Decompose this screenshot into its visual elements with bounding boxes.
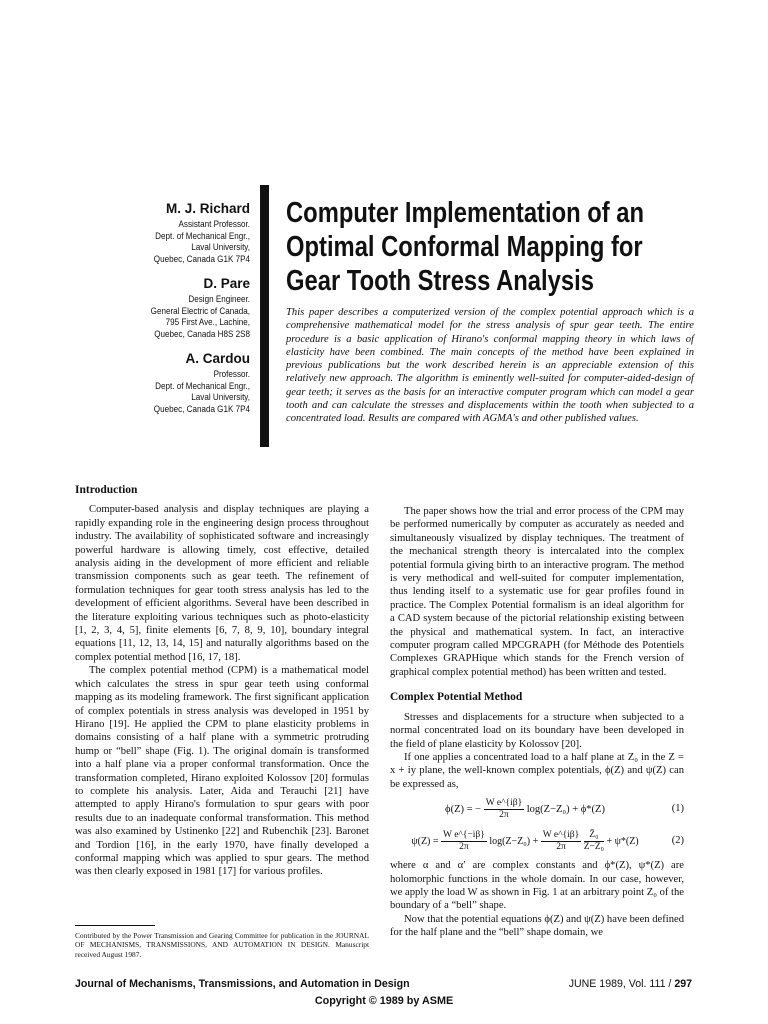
fraction bbox=[484, 798, 524, 821]
equation-number: (1) bbox=[671, 803, 684, 815]
author-affiliation: Quebec, Canada G1K 7P4 bbox=[153, 403, 250, 414]
section-heading-introduction: Introduction bbox=[75, 484, 138, 496]
author-1 bbox=[110, 200, 250, 265]
paragraph: The complex potential method (CPM) is a mathematical model which calculates the stress in spur gear teeth using conformal mapping as its modeling framework. The first significant application of complex potentials in stress analysis was developed in 1951 by Hirano [19]. He applied the CPM to plane elasticity problems in domains consisting of a half plane with a symmetric protruding hump or “bell” shape (Fig. 1). The original domain is transformed into a half plane via a proper conformal transformation. Once the transformation completed, Hirano exploited Kolossov [20] formulas to complete his analysis. Later, Aida and Terauchi [21] have attempted to apply Hirano's formulation to spur gears with poor results due to an inadequate conformal transformation. This method was also examined by Ustinenko [22] and Rubenchik [23]. Baronet and Tordion [16], in the early 1970, have finally developed a conformal mapping which was applied to spur gears. The method was then clearly exposed in 1981 [17] for various profiles. bbox=[75, 665, 369, 878]
fraction bbox=[584, 830, 604, 853]
equation-term: ψ(Z) = bbox=[411, 835, 439, 847]
author-affiliation: Laval University, bbox=[191, 242, 250, 252]
author-name: M. J. Richard bbox=[165, 201, 250, 216]
author-affiliation: Quebec, Canada G1K 7P4 bbox=[153, 253, 250, 264]
page-number: 297 bbox=[674, 978, 692, 990]
paragraph: Now that the potential equations ϕ(Z) and ψ(Z) have been defined for the half plane and the “bell” shape domain, we bbox=[390, 913, 684, 939]
title-line: Computer Implementation of an bbox=[286, 197, 645, 229]
title-line: Gear Tooth Stress Analysis bbox=[286, 265, 594, 297]
paragraph: If one applies a concentrated load to a half plane at Z₀ in the Z = x + iy plane, the well-known complex potentials, ϕ(Z) and ψ(Z) can be expressed as, bbox=[390, 751, 684, 790]
equation-term: log(Z−Z₀) + ϕ*(Z) bbox=[526, 803, 605, 815]
author-affiliation: 795 First Ave., Lachine, bbox=[165, 317, 250, 327]
author-affiliation: Dept. of Mechanical Engr., bbox=[155, 230, 250, 241]
fraction bbox=[441, 830, 487, 853]
author-block bbox=[110, 200, 250, 425]
numerator: W e^{iβ} bbox=[485, 797, 523, 808]
equation-2 bbox=[390, 827, 684, 855]
equation-term: log(Z−Z₀) + bbox=[489, 835, 539, 847]
equation-number: (2) bbox=[671, 835, 684, 847]
equation-term: ϕ(Z) = − bbox=[445, 803, 482, 815]
copyright: Copyright © 1989 by ASME bbox=[314, 995, 454, 1007]
paragraph: Stresses and displacements for a structure when subjected to a normal concentrated load on its boundary have been developed in the field of plane elasticity by Kolossov [20]. bbox=[390, 711, 684, 750]
numerator: W e^{−iβ} bbox=[443, 829, 485, 840]
title-rule bbox=[260, 185, 269, 447]
numerator: Z̄₀ bbox=[584, 830, 604, 842]
left-column bbox=[75, 484, 369, 879]
equation-1 bbox=[390, 795, 684, 823]
paragraph: Computer-based analysis and display techniques are playing a rapidly expanding role in the engineering design process throughout industry. The availability of sophisticated software and increasingly powerful hardware is allowing timely, cost effective, detailed analysis aiding in the development of more efficient and reliable transmission components such as gear teeth. The refinement of formulation techniques for gear tooth stress analysis has led to the development of efficient algorithms. Several have been described in the literature exploiting various techniques such as photo-elasticity [1, 2, 3, 4, 5], finite elements [6, 7, 8, 9, 10], boundary integral equations [11, 12, 13, 14, 15] and naturally algorithms based on the complex potential method [16, 17, 18]. bbox=[75, 504, 369, 663]
denominator: 2π bbox=[499, 809, 509, 820]
equation-term: + ψ*(Z) bbox=[606, 835, 639, 847]
issue-text: JUNE 1989, Vol. 111 / bbox=[568, 978, 675, 990]
author-2 bbox=[110, 275, 250, 340]
author-affiliation: Assistant Professor. bbox=[178, 219, 250, 229]
author-affiliation: Laval University, bbox=[191, 392, 250, 402]
paper-title bbox=[286, 196, 645, 298]
author-affiliation: Professor. bbox=[213, 369, 250, 379]
author-affiliation: Quebec, Canada H8S 2S8 bbox=[154, 328, 250, 339]
denominator: 2π bbox=[556, 841, 566, 852]
author-3 bbox=[110, 350, 250, 415]
author-affiliation: Design Engineer. bbox=[188, 294, 250, 304]
author-affiliation: General Electric of Canada, bbox=[150, 305, 250, 316]
fraction bbox=[541, 830, 581, 853]
right-column bbox=[390, 505, 684, 940]
journal-name: Journal of Mechanisms, Transmissions, and Automation in Design bbox=[75, 978, 410, 990]
author-name: D. Pare bbox=[203, 276, 250, 291]
numerator: W e^{iβ} bbox=[542, 829, 580, 840]
section-heading-complex-potential: Complex Potential Method bbox=[390, 691, 523, 704]
denominator: 2π bbox=[459, 841, 469, 852]
issue-info bbox=[569, 978, 692, 990]
author-affiliation: Dept. of Mechanical Engr., bbox=[155, 380, 250, 391]
footnote: Contributed by the Power Transmission and Gearing Committee for publication in the JOURNAL OF MECHANISMS, TRANSMISSIONS, AND AUTOMATION IN DESIGN. Manuscript received August 1987. bbox=[75, 931, 369, 959]
paragraph: where α and α′ are complex constants and ϕ*(Z), ψ*(Z) are holomorphic functions in the whole domain. In our case, however, we apply the load W as shown in Fig. 1 at an arbitrary point Z₀ of the boundary of a “bell” shape. bbox=[390, 860, 684, 912]
author-name: A. Cardou bbox=[185, 351, 250, 366]
footnote-rule bbox=[75, 925, 155, 926]
abstract: This paper describes a computerized version of the complex potential approach which is a comprehensive mathematical model for the stress analysis of spur gear teeth. The entire procedure is a basic application of Hirano's conformal mapping theory in which laws of elasticity have been combined. The main concepts of the method have been explained in previous publications but the work described herein is an appreciable extension of this relatively new approach. The algorithm is eminently well-suited for computer-aided-design of gear teeth; it serves as the basis for an interactive computer program which can model a gear tooth and can calculate the stresses and displacements within the tooth when subjected to a concentrated load. Results are compared with AGMA's and other published values. bbox=[286, 307, 694, 425]
paragraph: The paper shows how the trial and error process of the CPM may be performed numerically by computer as accurately as needed and simultaneously visualized by display techniques. The treatment of the mechanical strength theory is intercalated into the complex potential formula giving birth to an interactive program. The method is very methodical and well-suited for computer implementation, thus lending itself to a systematic use for gear profiles found in practice. The Complex Potential formalism is an ideal algorithm for a CAD system because of the pictorial relationship existing between the physical and mathematical system. In fact, an interactive computer program called MPCGRAPH (for Méthode des Potentiels Complexes GRAPHique which stands for the French version of graphical complex potential method) has been written and tested. bbox=[390, 506, 684, 678]
denominator: Z−Z₀ bbox=[583, 841, 604, 852]
title-line: Optimal Conformal Mapping for bbox=[286, 231, 643, 263]
